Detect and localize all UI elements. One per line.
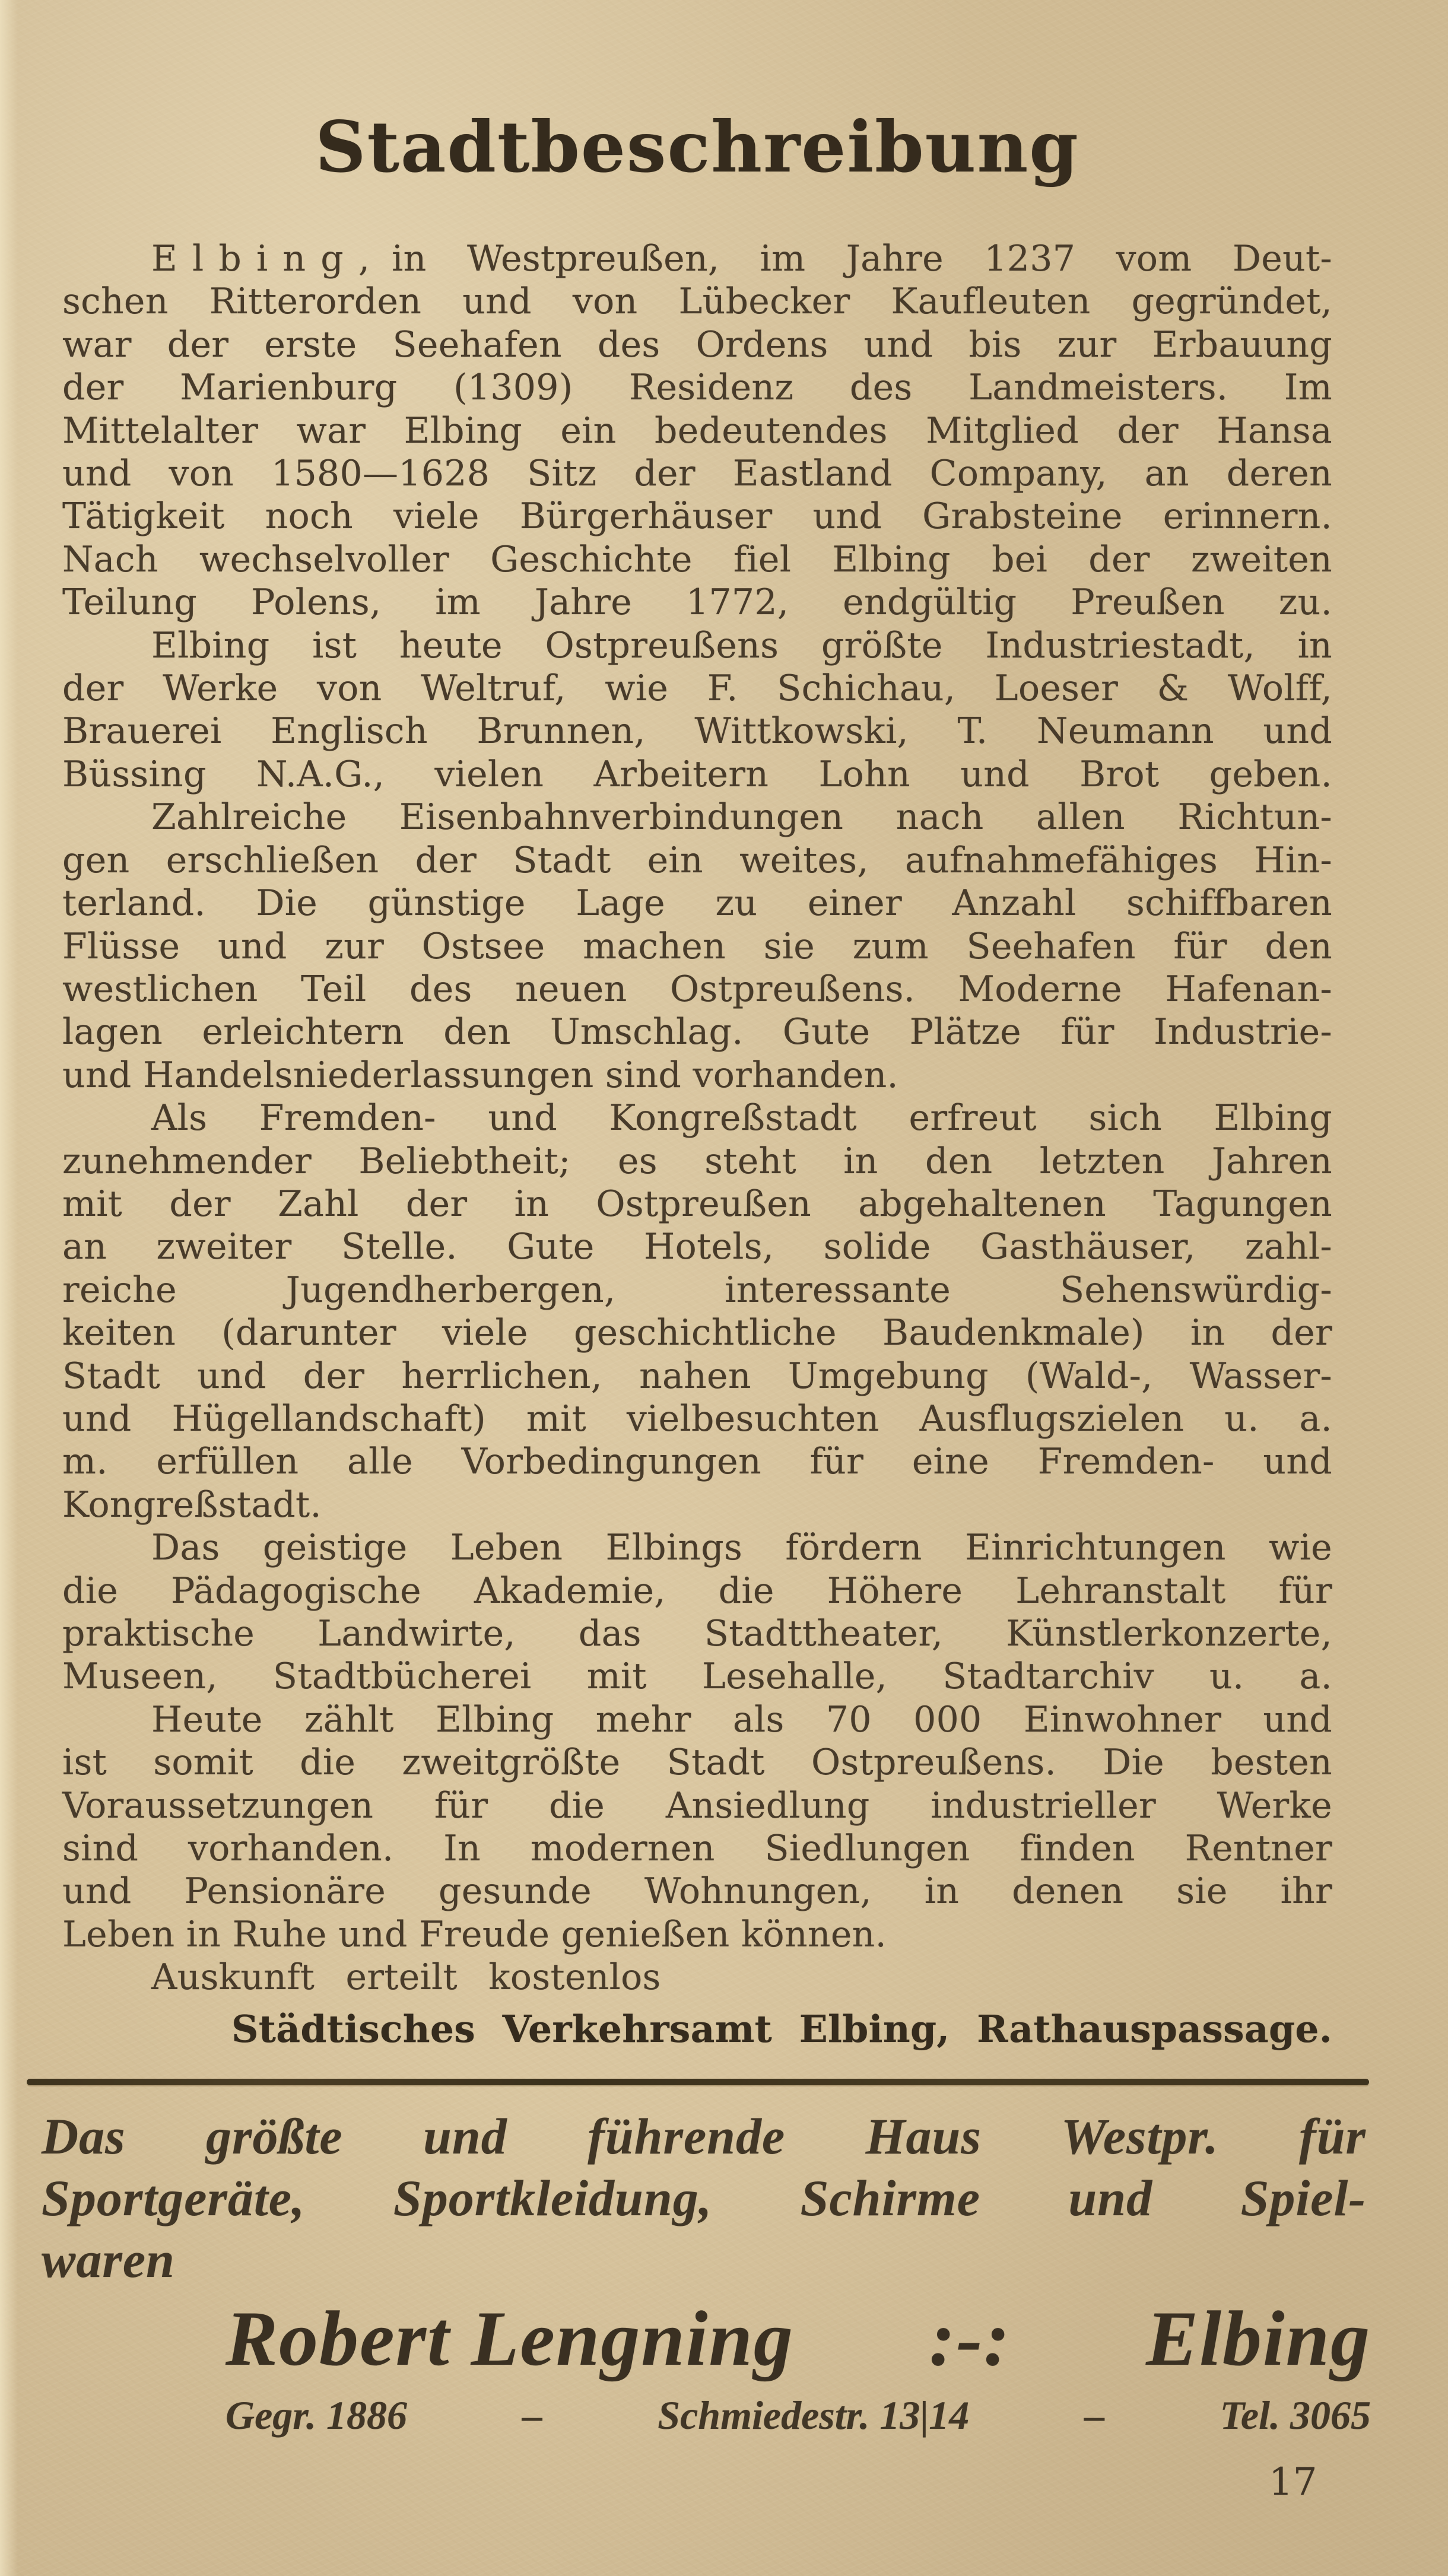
- text-line: und von 1580—1628 Sitz der Eastland Company, an deren: [62, 453, 1332, 495]
- text-line: Teilung Polens, im Jahre 1772, endgültig Preußen zu.: [62, 582, 1332, 624]
- ad-headline-line: waren: [42, 2231, 175, 2288]
- signature-line: Städtisches Verkehrsamt Elbing, Rathauspassage.: [231, 2006, 1332, 2051]
- paragraph: [62, 796, 1332, 1097]
- text-line: zunehmender Beliebtheit; es steht in den letzten Jahren: [62, 1140, 1332, 1182]
- text-line: war der erste Seehafen des Ordens und bis zur Erbauung: [62, 323, 1332, 366]
- text-line: Voraussetzungen für die Ansiedlung industrieller Werke: [62, 1784, 1332, 1827]
- ad-headline-line: Sportgeräte, Sportkleidung, Schirme und Spiel-: [42, 2170, 1366, 2226]
- text-line: gen erschließen der Stadt ein weites, aufnahmefähiges Hin-: [62, 839, 1332, 881]
- line-rest: in Westpreußen, im Jahre 1237 vom Deut-: [392, 238, 1332, 279]
- divider-rule: [27, 2079, 1369, 2085]
- text-line: und Hügellandschaft) mit vielbesuchten Ausflugszielen u. a.: [62, 1397, 1332, 1440]
- text-line: Flüsse und zur Ostsee machen sie zum Seehafen für den: [62, 925, 1332, 967]
- text-line: Tätigkeit noch viele Bürgerhäuser und Grabsteine erinnern.: [62, 495, 1332, 538]
- text-line: und Handelsniederlassungen sind vorhanden.: [62, 1054, 898, 1096]
- text-line: Brauerei Englisch Brunnen, Wittkowski, T. Neumann und: [62, 710, 1332, 752]
- text-line: Elbing ist heute Ostpreußens größte Industriestadt, in: [151, 624, 1332, 666]
- brand-city: Elbing: [1146, 2295, 1371, 2382]
- ad-details: [42, 2391, 1371, 2439]
- dash-separator: –: [1084, 2393, 1105, 2438]
- text-line: westlichen Teil des neuen Ostpreußens. Moderne Hafenan-: [62, 968, 1332, 1010]
- text-line: keiten (darunter viele geschichtliche Baudenkmale) in der: [62, 1312, 1332, 1354]
- advertisement: [42, 2105, 1371, 2439]
- text-line: schen Ritterorden und von Lübecker Kaufleuten gegründet,: [62, 281, 1332, 323]
- text-line: der Werke von Weltruf, wie F. Schichau, Loeser & Wolff,: [62, 668, 1332, 710]
- ad-headline-line: Das größte und führende Haus Westpr. für: [42, 2108, 1366, 2165]
- text-line: Mittelalter war Elbing ein bedeutendes Mitglied der Hansa: [62, 409, 1332, 452]
- paragraph: [62, 1526, 1332, 1698]
- text-line: Kongreßstadt.: [62, 1484, 322, 1526]
- street-label: Schmiedestr. 13|14: [658, 2393, 970, 2438]
- text-line: Zahlreiche Eisenbahnverbindungen nach allen Richtun-: [151, 796, 1332, 838]
- ad-brand: [42, 2297, 1371, 2381]
- paragraph: [62, 237, 1332, 624]
- text-line: praktische Landwirte, das Stadttheater, Künstlerkonzerte,: [62, 1613, 1332, 1654]
- info-line: Auskunft erteilt kostenlos: [151, 1956, 661, 1999]
- page-number: 17: [1269, 2460, 1317, 2504]
- text-line: reiche Jugendherbergen, interessante Sehenswürdig-: [62, 1269, 1332, 1311]
- text-line: an zweiter Stelle. Gute Hotels, solide Gasthäuser, zahl-: [62, 1226, 1332, 1268]
- text-line: m. erfüllen alle Vorbedingungen für eine Fremden- und: [62, 1441, 1332, 1483]
- text-line: mit der Zahl der in Ostpreußen abgehaltenen Tagungen: [62, 1183, 1332, 1225]
- text-line: der Marienburg (1309) Residenz des Landmeisters. Im: [62, 367, 1332, 409]
- text-line: sind vorhanden. In modernen Siedlungen finden Rentner: [62, 1828, 1332, 1870]
- paragraph: [62, 1097, 1332, 1526]
- phone-label: Tel. 3065: [1220, 2393, 1371, 2438]
- text-line: Als Fremden- und Kongreßstadt erfreut sich Elbing: [151, 1097, 1332, 1139]
- text-line: Nach wechselvoller Geschichte fiel Elbing bei der zweiten: [62, 538, 1332, 580]
- text-line: Büssing N.A.G., vielen Arbeitern Lohn und Brot geben.: [62, 753, 1332, 795]
- paragraph: [62, 624, 1332, 796]
- text-line: lagen erleichtern den Umschlag. Gute Plätze für Industrie-: [62, 1011, 1332, 1053]
- dash-separator: –: [522, 2393, 543, 2438]
- text-line: Leben in Ruhe und Freude genießen können.: [62, 1913, 887, 1955]
- page-title: Stadtbeschreibung: [315, 106, 1079, 188]
- text-line: Museen, Stadtbücherei mit Lesehalle, Stadtarchiv u. a.: [62, 1656, 1332, 1698]
- text-line: ist somit die zweitgrößte Stadt Ostpreußens. Die besten: [62, 1742, 1332, 1784]
- text-line: [62, 237, 1332, 280]
- brand-name: Robert Lengning: [226, 2295, 794, 2382]
- text-line: Heute zählt Elbing mehr als 70 000 Einwohner und: [151, 1698, 1332, 1740]
- spaced-word: Elbing,: [151, 238, 385, 279]
- brand-separator: :-:: [929, 2295, 1011, 2382]
- text-line: und Pensionäre gesunde Wohnungen, in denen sie ihr: [62, 1870, 1332, 1913]
- founded-label: Gegr. 1886: [226, 2393, 407, 2438]
- text-line: Stadt und der herrlichen, nahen Umgebung (Wald-, Wasser-: [62, 1355, 1332, 1397]
- paragraph: [62, 1698, 1332, 1956]
- body-text: [62, 237, 1332, 2050]
- text-line: die Pädagogische Akademie, die Höhere Lehranstalt für: [62, 1570, 1332, 1612]
- text-line: terland. Die günstige Lage zu einer Anzahl schiffbaren: [62, 882, 1332, 925]
- text-line: Das geistige Leben Elbings fördern Einrichtungen wie: [151, 1527, 1332, 1569]
